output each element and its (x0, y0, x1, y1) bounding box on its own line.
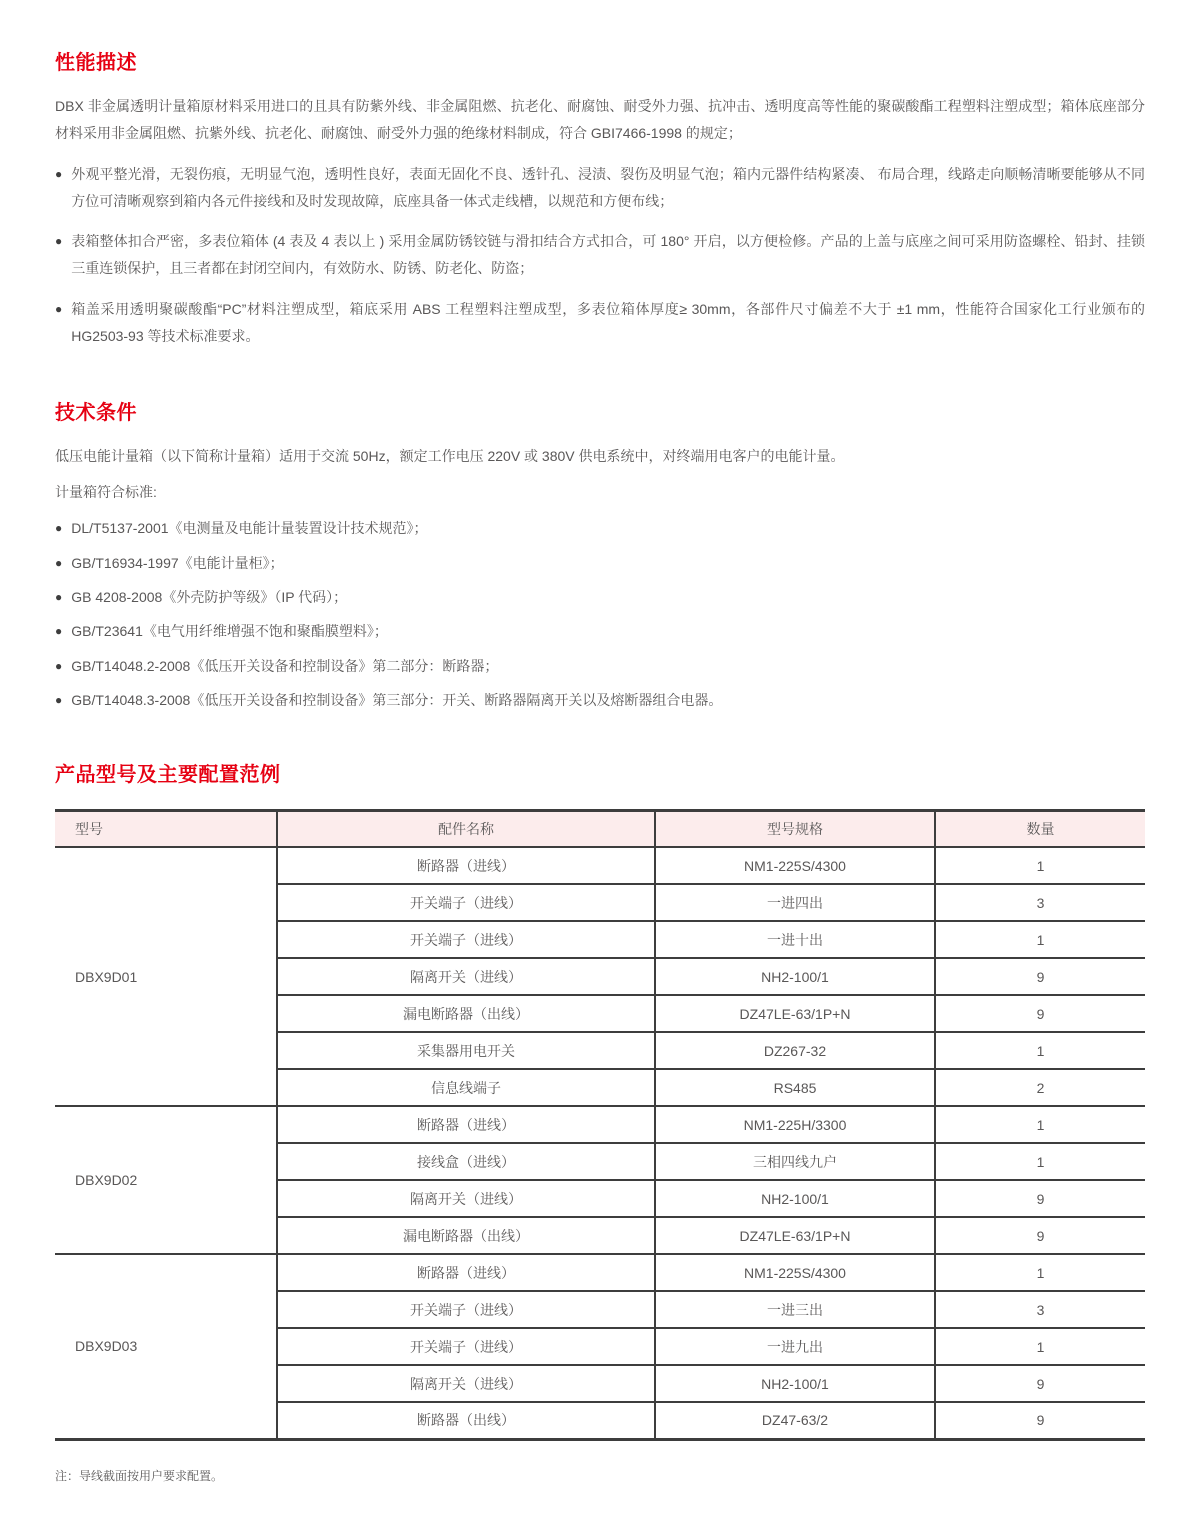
spec-cell: NH2-100/1 (655, 1180, 935, 1217)
qty-cell: 1 (935, 921, 1145, 958)
table-row (55, 847, 1145, 884)
spec-cell: RS485 (655, 1069, 935, 1106)
technical-title: 技术条件 (55, 402, 137, 425)
standard-text: GB 4208-2008《外壳防护等级》（IP 代码）； (71, 589, 348, 606)
bullet-icon: ● (55, 234, 63, 249)
header-part-name: 配件名称 (277, 810, 655, 847)
qty-cell: 9 (935, 958, 1145, 995)
part-name-cell: 开关端子（进线） (277, 921, 655, 958)
qty-cell: 9 (935, 995, 1145, 1032)
performance-bullet-text: 箱盖采用透明聚碳酸酯“PC”材料注塑成型，箱底采用 ABS 工程塑料注塑成型，多表位箱体厚度≥ 30mm，各部件尺寸偏差不大于 ±1 mm，性能符合国家化工行业颁布的 HG2503-93 等技术标准要求。 (71, 300, 1145, 345)
qty-cell: 1 (935, 1254, 1145, 1291)
qty-cell: 1 (935, 1143, 1145, 1180)
standard-item (55, 620, 1145, 642)
model-cell: DBX9D01 (75, 968, 138, 985)
standard-text: GB/T14048.2-2008《低压开关设备和控制设备》第二部分：断路器； (71, 657, 499, 674)
header-model: 型号 (55, 810, 277, 847)
performance-bullet (55, 228, 1145, 283)
part-name-cell: 开关端子（进线） (277, 1291, 655, 1328)
bullet-icon: ● (55, 590, 63, 605)
bullet-icon: ● (55, 658, 63, 673)
bullet-icon: ● (55, 166, 63, 181)
qty-cell: 9 (935, 1180, 1145, 1217)
qty-cell: 1 (935, 847, 1145, 884)
table-row (55, 1254, 1145, 1291)
performance-bullet-text: 表箱整体扣合严密，多表位箱体 (4 表及 4 表以上 ) 采用金属防锈铰链与滑扣结合方式扣合，可 180° 开启，以方便检修。产品的上盖与底座之间可采用防盗螺栓、铅封、挂锁三重连锁保护，且三者都在封闭空间内，有效防水、防锈、防老化、防盗； (71, 233, 1145, 277)
qty-cell: 1 (935, 1032, 1145, 1069)
qty-cell: 1 (935, 1106, 1145, 1143)
qty-cell: 1 (935, 1328, 1145, 1365)
standard-text: GB/T23641《电气用纤维增强不饱和聚酯膜塑料》； (71, 623, 388, 640)
header-qty: 数量 (935, 810, 1145, 847)
performance-bullet (55, 161, 1145, 216)
table-note: 注：导线截面按用户要求配置。 (55, 1468, 224, 1483)
bullet-icon: ● (55, 624, 63, 639)
spec-cell: 一进十出 (655, 921, 935, 958)
spec-cell: DZ267-32 (655, 1032, 935, 1069)
config-table (55, 809, 1145, 1441)
qty-cell: 9 (935, 1365, 1145, 1402)
part-name-cell: 隔离开关（进线） (277, 1365, 655, 1402)
spec-cell: NM1-225H/3300 (655, 1106, 935, 1143)
bullet-icon: ● (55, 693, 63, 708)
part-name-cell: 漏电断路器（出线） (277, 995, 655, 1032)
spec-cell: NH2-100/1 (655, 1365, 935, 1402)
header-spec: 型号规格 (655, 810, 935, 847)
qty-cell: 3 (935, 1291, 1145, 1328)
spec-cell: 三相四线九户 (655, 1143, 935, 1180)
standard-item (55, 655, 1145, 677)
part-name-cell: 开关端子（进线） (277, 884, 655, 921)
qty-cell: 9 (935, 1402, 1145, 1439)
spec-cell: NM1-225S/4300 (655, 847, 935, 884)
part-name-cell: 信息线端子 (277, 1069, 655, 1106)
performance-intro: DBX 非金属透明计量箱原材料采用进口的且具有防紫外线、非金属阻燃、抗老化、耐腐蚀、耐受外力强、抗冲击、透明度高等性能的聚碳酸酯工程塑料注塑成型；箱体底座部分材料采用非金属阻燃、抗紫外线、抗老化、耐腐蚀、耐受外力强的绝缘材料制成，符合 GBI7466-1998 的规定； (55, 98, 1145, 142)
model-cell: DBX9D02 (55, 1106, 277, 1254)
part-name-cell: 采集器用电开关 (277, 1032, 655, 1069)
config-table-header-row (55, 810, 1145, 847)
performance-title: 性能描述 (55, 52, 137, 74)
bullet-icon: ● (55, 521, 63, 536)
bullet-icon: ● (55, 301, 63, 316)
spec-cell: DZ47-63/2 (655, 1402, 935, 1439)
model-cell: DBX9D03 (55, 1254, 277, 1439)
technical-intro: 低压电能计量箱（以下简称计量箱）适用于交流 50Hz，额定工作电压 220V 或 380V 供电系统中，对终端用电客户的电能计量。 (55, 448, 845, 465)
part-name-cell: 漏电断路器（出线） (277, 1217, 655, 1254)
spec-cell: DZ47LE-63/1P+N (655, 995, 935, 1032)
spec-cell: 一进三出 (655, 1291, 935, 1328)
config-table-body (55, 847, 1145, 1439)
part-name-cell: 断路器（出线） (277, 1402, 655, 1439)
spec-cell: 一进九出 (655, 1328, 935, 1365)
section-technical (55, 396, 1145, 711)
qty-cell: 3 (935, 884, 1145, 921)
part-name-cell: 断路器（进线） (277, 847, 655, 884)
part-name-cell: 开关端子（进线） (277, 1328, 655, 1365)
part-name-cell: 断路器（进线） (277, 1254, 655, 1291)
part-name-cell: 隔离开关（进线） (277, 958, 655, 995)
qty-cell: 9 (935, 1217, 1145, 1254)
spec-cell: NM1-225S/4300 (655, 1254, 935, 1291)
part-name-cell: 接线盒（进线） (277, 1143, 655, 1180)
standard-item (55, 517, 1145, 539)
spec-cell: NH2-100/1 (655, 958, 935, 995)
table-row (55, 1106, 1145, 1143)
performance-bullet-text: 外观平整光滑，无裂伤痕，无明显气泡，透明性良好，表面无固化不良、透针孔、浸渍、裂伤及明显气泡；箱内元器件结构紧凑、 布局合理，线路走向顺畅清晰要能够从不同方位可清晰观察到箱内各元件接线和及时发现故障，底座具备一体式走线槽，以规范和方便布线； (71, 165, 1145, 209)
bullet-icon: ● (55, 555, 63, 570)
standard-item (55, 552, 1145, 574)
performance-bullet-list (55, 161, 1145, 351)
qty-cell: 2 (935, 1069, 1145, 1106)
spec-cell: DZ47LE-63/1P+N (655, 1217, 935, 1254)
products-title: 产品型号及主要配置范例 (55, 763, 281, 786)
standards-label: 计量箱符合标准: (55, 483, 157, 500)
performance-bullet (55, 296, 1145, 351)
standard-text: DL/T5137-2001《电测量及电能计量装置设计技术规范》； (71, 520, 428, 537)
section-performance (55, 46, 1145, 350)
part-name-cell: 断路器（进线） (277, 1106, 655, 1143)
standard-item (55, 689, 1145, 711)
standards-list (55, 517, 1145, 711)
section-products (55, 758, 1145, 1484)
standard-text: GB/T16934-1997《电能计量柜》； (71, 554, 284, 571)
standard-item (55, 586, 1145, 608)
part-name-cell: 隔离开关（进线） (277, 1180, 655, 1217)
spec-cell: 一进四出 (655, 884, 935, 921)
standard-text: GB/T14048.3-2008《低压开关设备和控制设备》第三部分：开关、断路器隔离开关以及熔断器组合电器。 (71, 692, 723, 709)
